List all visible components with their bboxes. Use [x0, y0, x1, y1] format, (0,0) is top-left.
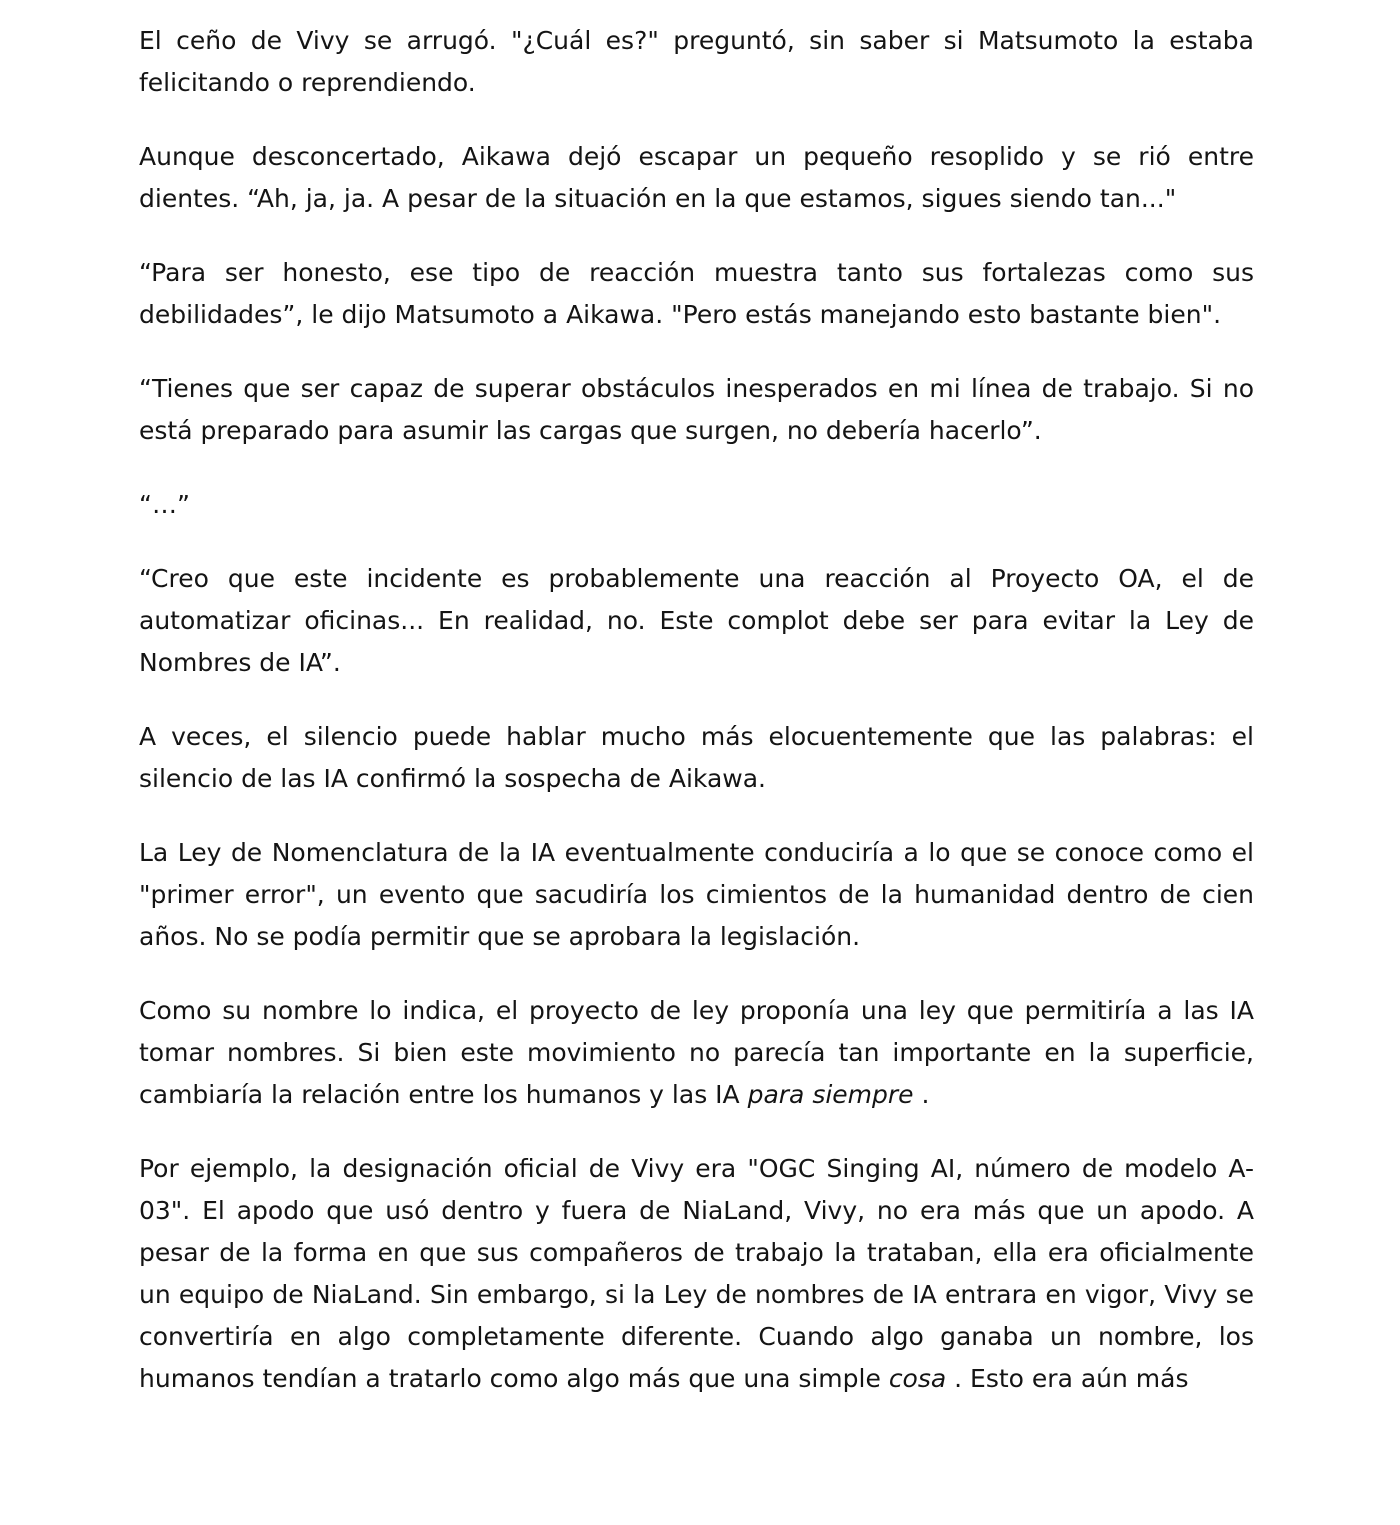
paragraph-10-emphasis: cosa: [888, 1364, 947, 1393]
paragraph-5-ellipsis: “…”: [139, 490, 190, 519]
paragraph-10-tail: . Esto era aún más: [946, 1364, 1189, 1393]
paragraph-9-emphasis: para siempre: [747, 1080, 914, 1109]
paragraph-7: A veces, el silencio puede hablar mucho más elocuentemente que las palabras: el silencio de las IA confirmó la sospecha de Aikawa.: [139, 722, 1254, 793]
paragraph-1: El ceño de Vivy se arrugó. "¿Cuál es?" preguntó, sin saber si Matsumoto la estaba felicitando o reprendiendo.: [139, 26, 1254, 97]
paragraph-10: [139, 1148, 1254, 1400]
paragraph-3: “Para ser honesto, ese tipo de reacción muestra tanto sus fortalezas como sus debilidades”, le dijo Matsumoto a Aikawa. "Pero estás manejando esto bastante bien".: [139, 258, 1254, 329]
paragraph-8: La Ley de Nomenclatura de la IA eventualmente conduciría a lo que se conoce como el "primer error", un evento que sacudiría los cimientos de la humanidad dentro de cien años. No se podía permitir que se aprobara la legislación.: [139, 838, 1254, 951]
paragraph-9-tail: .: [913, 1080, 930, 1109]
paragraph-9: [139, 990, 1254, 1116]
paragraph-10-text: Por ejemplo, la designación oficial de Vivy era "OGC Singing AI, número de modelo A-03". El apodo que usó dentro y fuera de NiaLand, Vivy, no era más que un apodo. A pesar de la forma en que sus compañeros de trabajo la trataban, ella era oficialmente un equipo de NiaLand. Sin embargo, si la Ley de nombres de IA entrara en vigor, Vivy se convertiría en algo completamente diferente. Cuando algo ganaba un nombre, los humanos tendían a tratarlo como algo más que una simple: [139, 1154, 1254, 1393]
document-page: [139, 20, 1254, 1432]
paragraph-4: “Tienes que ser capaz de superar obstáculos inesperados en mi línea de trabajo. Si no está preparado para asumir las cargas que surgen, no debería hacerlo”.: [139, 374, 1254, 445]
paragraph-2: Aunque desconcertado, Aikawa dejó escapar un pequeño resoplido y se rió entre dientes. “Ah, ja, ja. A pesar de la situación en la que estamos, sigues siendo tan...": [139, 142, 1254, 213]
paragraph-9-text: Como su nombre lo indica, el proyecto de ley proponía una ley que permitiría a las IA tomar nombres. Si bien este movimiento no parecía tan importante en la superficie, cambiaría la relación entre los humanos y las IA: [139, 996, 1254, 1109]
paragraph-6: “Creo que este incidente es probablemente una reacción al Proyecto OA, el de automatizar oficinas... En realidad, no. Este complot debe ser para evitar la Ley de Nombres de IA”.: [139, 564, 1254, 677]
